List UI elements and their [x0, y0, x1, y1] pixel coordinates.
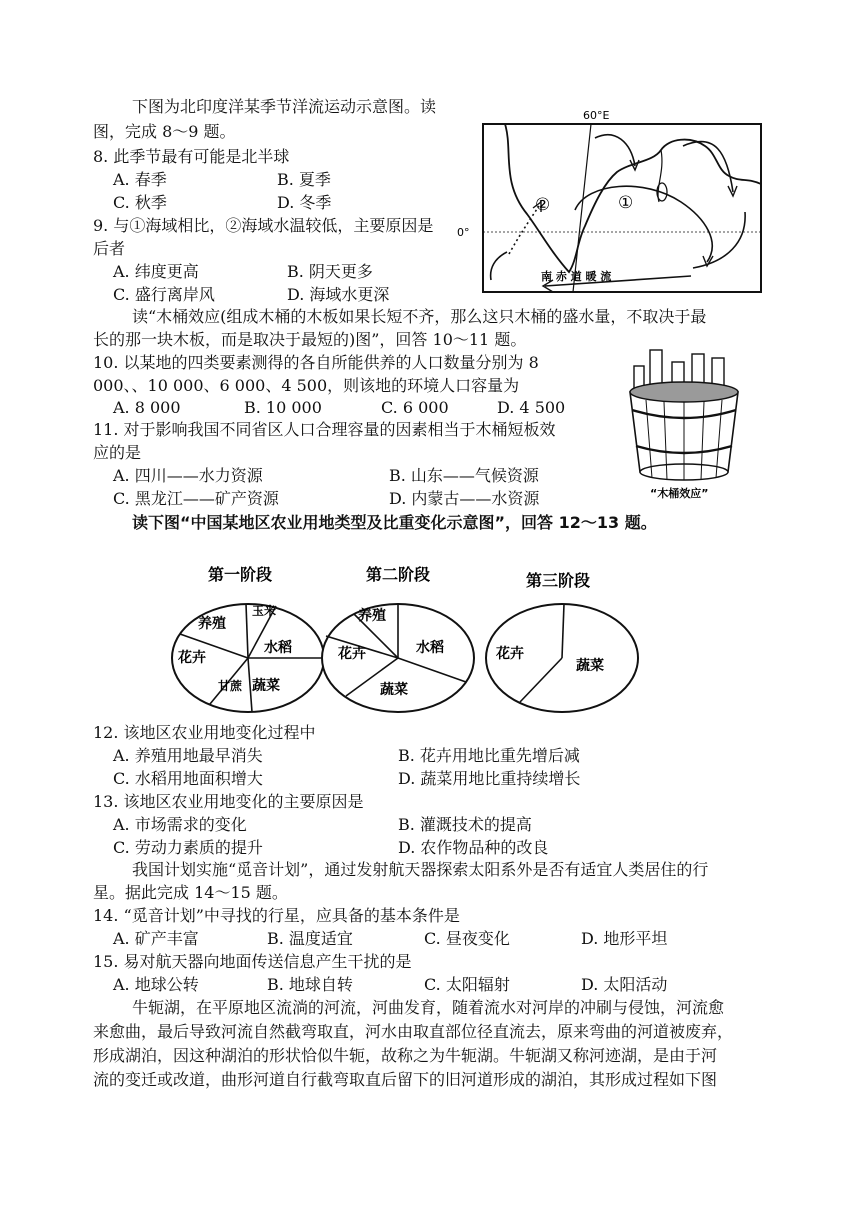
q11-option-a: A. 四川——水力资源 [113, 466, 263, 485]
oxbow-line3: 形成湖泊，因这种湖泊的形状恰似牛轭，故称之为牛轭湖。牛轭湖又称河迹湖，是由于河 [93, 1046, 718, 1065]
stage2-label-rice: 水稻 [416, 640, 444, 656]
q11-stem-line1: 11. 对于影响我国不同省区人口合理容量的因素相当于木桶短板效 [93, 420, 556, 439]
q11-stem-line2: 应的是 [93, 443, 142, 462]
q10-option-b: B. 10 000 [244, 398, 322, 417]
q12-option-c: C. 水稻用地面积增大 [113, 769, 263, 788]
intro-8-9-line2: 图，完成 8～9 题。 [93, 122, 236, 141]
q9-stem-line1: 9. 与①海域相比，②海域水温较低，主要原因是 [93, 216, 434, 235]
stage1-label-breeding: 养殖 [198, 616, 226, 632]
q12-stem: 12. 该地区农业用地变化过程中 [93, 723, 316, 742]
q15-option-c: C. 太阳辐射 [424, 975, 510, 994]
q9-option-c: C. 盛行离岸风 [113, 285, 215, 304]
ocean-current-map [455, 102, 773, 298]
q14-option-a: A. 矿产丰富 [113, 929, 199, 948]
q10-stem-line2: 000、、10 000、6 000、4 500，则该地的环境人口容量为 [93, 376, 520, 395]
stage3-label-vegetables: 蔬菜 [576, 658, 604, 674]
meridian-label: 60°E [583, 109, 610, 122]
q10-stem-line1: 10. 以某地的四类要素测得的各自所能供养的人口数量分别为 8 [93, 353, 539, 372]
q9-option-a: A. 纬度更高 [113, 262, 199, 281]
oxbow-line1: 牛轭湖，在平原地区流淌的河流，河曲发育，随着流水对河岸的冲刷与侵蚀，河流愈 [132, 998, 725, 1017]
q10-option-a: A. 8 000 [113, 398, 181, 417]
q14-option-c: C. 昼夜变化 [424, 929, 510, 948]
intro-8-9-line1: 下图为北印度洋某季节洋流运动示意图。读 [132, 97, 437, 116]
stage1-title: 第一阶段 [208, 565, 273, 584]
q14-stem: 14. “觅音计划”中寻找的行星，应具备的基本条件是 [93, 906, 460, 925]
q12-option-d: D. 蔬菜用地比重持续增长 [398, 769, 581, 788]
q13-option-b: B. 灌溉技术的提高 [398, 815, 532, 834]
q12-option-b: B. 花卉用地比重先增后减 [398, 746, 580, 765]
mark-1: ① [618, 193, 634, 213]
q8-option-c: C. 秋季 [113, 193, 167, 212]
stage1-label-vegetables: 蔬菜 [252, 678, 280, 694]
stage2-label-flowers: 花卉 [338, 646, 366, 662]
q9-option-d: D. 海域水更深 [287, 285, 390, 304]
q14-option-b: B. 温度适宜 [267, 929, 353, 948]
intro-14-15-line2: 星。据此完成 14～15 题。 [93, 883, 288, 902]
q9-stem-line2: 后者 [93, 239, 126, 258]
intro-10-11-line2: 长的那一块木板，而是取决于最短的)图”，回答 10～11 题。 [93, 330, 527, 349]
bucket-illustration [620, 344, 760, 502]
q12-option-a: A. 养殖用地最早消失 [113, 746, 263, 765]
q13-option-d: D. 农作物品种的改良 [398, 838, 549, 857]
q15-option-b: B. 地球自转 [267, 975, 353, 994]
stage2-title: 第二阶段 [366, 565, 431, 584]
q8-option-a: A. 春季 [113, 170, 167, 189]
stage2-label-breeding: 养殖 [358, 608, 386, 624]
q13-option-a: A. 市场需求的变化 [113, 815, 247, 834]
q8-stem: 8. 此季节最有可能是北半球 [93, 147, 290, 166]
land-use-pie-charts [160, 558, 660, 720]
q11-option-b: B. 山东——气候资源 [389, 466, 539, 485]
q13-option-c: C. 劳动力素质的提升 [113, 838, 263, 857]
intro-14-15-line1: 我国计划实施“觅音计划”，通过发射航天器探索太阳系外是否有适宜人类居住的行 [132, 860, 709, 879]
q13-stem: 13. 该地区农业用地变化的主要原因是 [93, 792, 364, 811]
q10-option-d: D. 4 500 [497, 398, 566, 417]
stage1-label-rice: 水稻 [264, 640, 292, 656]
q11-option-c: C. 黑龙江——矿产资源 [113, 489, 279, 508]
q8-option-d: D. 冬季 [277, 193, 332, 212]
oxbow-line2: 来愈曲，最后导致河流自然截弯取直，河水由取直部位径直流去，原来弯曲的河道被废弃， [93, 1022, 734, 1041]
stage1-label-sugarcane: 甘蔗 [218, 679, 243, 693]
stage1-label-flowers: 花卉 [178, 650, 206, 666]
stage1-label-corn: 玉米 [252, 604, 277, 618]
q10-option-c: C. 6 000 [381, 398, 449, 417]
intro-12-13: 读下图“中国某地区农业用地类型及比重变化示意图”，回答 12～13 题。 [132, 513, 657, 532]
q9-option-b: B. 阴天更多 [287, 262, 373, 281]
intro-10-11-line1: 读“木桶效应(组成木桶的木板如果长短不齐，那么这只木桶的盛水量，不取决于最 [132, 307, 707, 326]
equator-label: 0° [457, 226, 470, 239]
mark-2: ② [535, 195, 551, 215]
q15-option-d: D. 太阳活动 [581, 975, 668, 994]
q11-option-d: D. 内蒙古——水资源 [389, 489, 540, 508]
oxbow-line4: 流的变迁或改道，曲形河道自行截弯取直后留下的旧河道形成的湖泊，其形成过程如下图 [93, 1070, 718, 1089]
stage3-label-flowers: 花卉 [496, 646, 524, 662]
q14-option-d: D. 地形平坦 [581, 929, 668, 948]
stage2-label-vegetables: 蔬菜 [380, 682, 408, 698]
q8-option-b: B. 夏季 [277, 170, 331, 189]
stage3-title: 第三阶段 [526, 571, 591, 590]
q15-stem: 15. 易对航天器向地面传送信息产生干扰的是 [93, 952, 412, 971]
bucket-caption: “木桶效应” [650, 487, 709, 500]
current-label: 南 赤 道 暖 流 [541, 270, 612, 283]
q15-option-a: A. 地球公转 [113, 975, 199, 994]
